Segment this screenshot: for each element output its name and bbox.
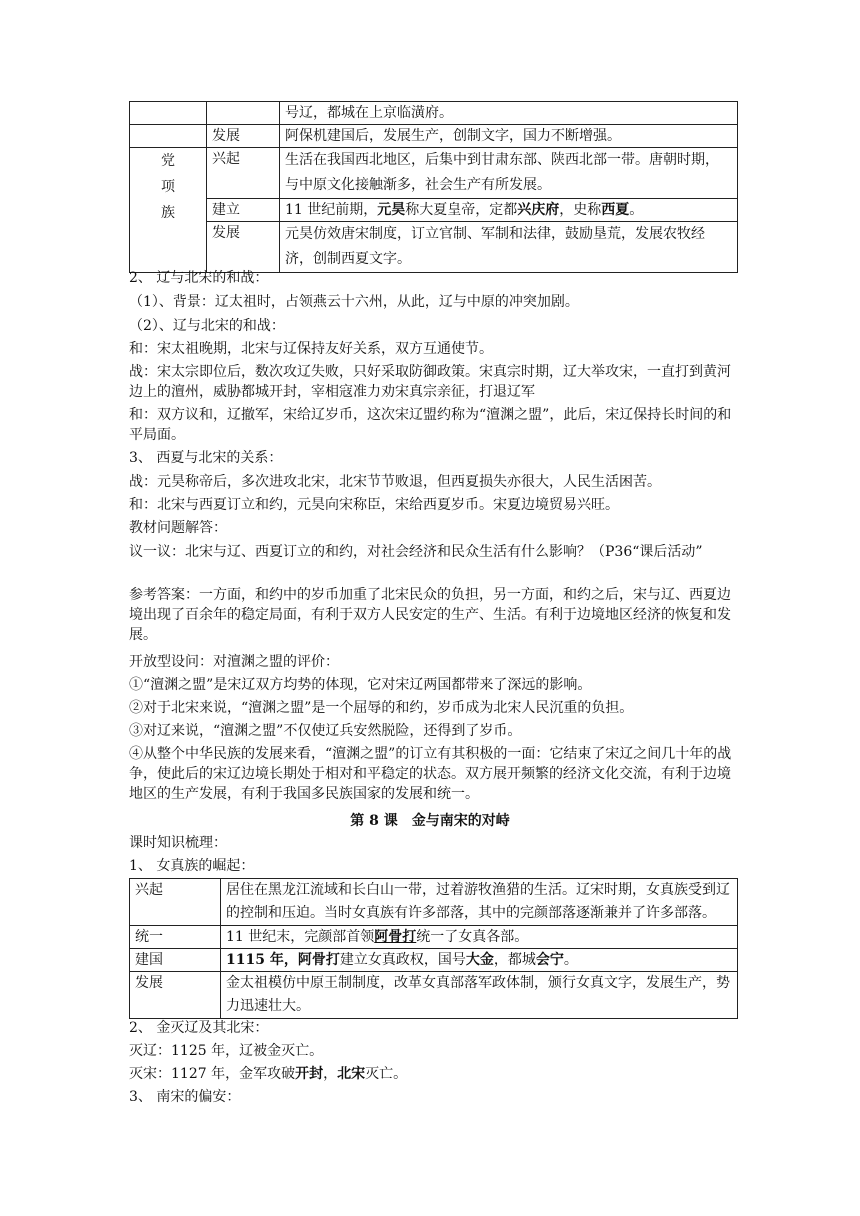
cell-text: 金太祖模仿中原王制制度，改革女真部落军政体制，颁行女真文字，发展生产，势力迅速壮大。 (221, 972, 738, 1019)
cell-text: 阿保机建国后，发展生产，创制文字，国力不断增强。 (280, 125, 738, 148)
lesson-title: 第 8 课 金与南宋的对峙 (350, 813, 510, 829)
cell-label: 兴起 (207, 148, 280, 199)
section-heading: 3、 南宋的偏安： (129, 1089, 241, 1105)
paragraph: 课时知识梳理： (129, 835, 227, 851)
section-heading: 2、 辽与北宋的和战： (129, 270, 269, 286)
table-row (130, 199, 738, 222)
table-row (130, 102, 738, 125)
paragraph: 议一议：北宋与辽、西夏订立的和约，对社会经济和民众生活有什么影响？（P36“课后活动” (129, 544, 703, 560)
cell-label: 统一 (130, 926, 221, 949)
cell-text: 11 世纪末，完颜部首领阿骨打统一了女真各部。 (221, 926, 738, 949)
table-jurchen (129, 878, 738, 1019)
paragraph: 和：双方议和，辽撤军，宋给辽岁币，这次宋辽盟约称为“澶渊之盟”，此后，宋辽保持长时间的和平局面。 (129, 407, 732, 443)
paragraph: 战：元昊称帝后，多次进攻北宋，北宋节节败退，但西夏损失亦很大，人民生活困苦。 (129, 474, 661, 490)
cell-text: 生活在我国西北地区，后集中到甘肃东部、陕西北部一带。唐朝时期，与中原文化接触渐多，社会生产有所发展。 (280, 148, 738, 199)
paragraph: 参考答案：一方面，和约中的岁币加重了北宋民众的负担，另一方面，和约之后，宋与辽、西夏边境出现了百余年的稳定局面，有利于双方人民安定的生产、生活。有利于边境地区经济的恢复和发展。 (129, 587, 731, 643)
paragraph: 灭辽：1125 年，辽被金灭亡。 (129, 1043, 324, 1059)
paragraph: 教材问题解答： (129, 520, 227, 536)
paragraph: 战：宋太宗即位后，数次攻辽失败，只好采取防御政策。宋真宗时期，辽大举攻宋，一直打到黄河边上的澶州，威胁都城开封，宰相寇准力劝宋真宗亲征，打退辽军 (129, 364, 731, 400)
paragraph: 开放型设问：对澶渊之盟的评价： (129, 654, 339, 670)
cell-label: 兴起 (130, 879, 221, 926)
cell-label: 建立 (207, 199, 280, 222)
cell-label: 建国 (130, 949, 221, 972)
paragraph: ②对于北宋来说，“澶渊之盟”是一个屈辱的和约，岁币成为北宋人民沉重的负担。 (129, 700, 634, 716)
paragraph: ①“澶渊之盟”是宋辽双方均势的体现，它对宋辽两国都带来了深远的影响。 (129, 677, 592, 693)
section-heading: 1、 女真族的崛起： (129, 858, 255, 874)
cell-label: 发展 (207, 222, 280, 273)
table-liao-xixia (129, 101, 738, 273)
paragraph: ④从整个中华民族的发展来看，“澶渊之盟”的订立有其积极的一面：它结束了宋辽之间几十年的战争，使此后的宋辽边境长期处于相对和平稳定的状态。双方展开频繁的经济文化交流，有利于边境地区的生产发展，有利于我国多民族国家的发展和统一。 (129, 746, 732, 802)
cell-text: 居住在黑龙江流域和长白山一带，过着游牧渔猎的生活。辽宋时期，女真族受到辽的控制和压迫。当时女真族有许多部落，其中的完颜部落逐渐兼并了许多部落。 (221, 879, 738, 926)
cell-text: 1115 年，阿骨打建立女真政权，国号大金，都城会宁。 (221, 949, 738, 972)
paragraph: （2）、辽与北宋的和战： (129, 318, 285, 334)
table-row (130, 879, 738, 926)
table-row (130, 926, 738, 949)
group-label-dangxiang: 党 项 族 (130, 148, 207, 273)
paragraph: 和：北宋与西夏订立和约，元昊向宋称臣，宋给西夏岁币。宋夏边境贸易兴旺。 (129, 497, 619, 513)
section-heading: 2、 金灭辽及其北宋： (129, 1020, 269, 1036)
cell-text: 号辽，都城在上京临潢府。 (280, 102, 738, 125)
table-row (130, 222, 738, 273)
table-row (130, 125, 738, 148)
paragraph: 灭宋：1127 年，金军攻破开封，北宋灭亡。 (129, 1066, 408, 1082)
section-heading: 3、 西夏与北宋的关系： (129, 450, 283, 466)
paragraph: 和：宋太祖晚期，北宋与辽保持友好关系，双方互通使节。 (129, 341, 493, 357)
cell-label: 发展 (207, 125, 280, 148)
paragraph: ③对辽来说，“澶渊之盟”不仅使辽兵安然脱险，还得到了岁币。 (129, 723, 522, 739)
cell-text: 11 世纪前期，元昊称大夏皇帝，定都兴庆府，史称西夏。 (280, 199, 738, 222)
table-row (130, 972, 738, 1019)
table-row (130, 949, 738, 972)
cell-label: 发展 (130, 972, 221, 1019)
cell-text: 元昊仿效唐宋制度，订立官制、军制和法律，鼓励垦荒，发展农牧经济，创制西夏文字。 (280, 222, 738, 273)
table-row (130, 148, 738, 199)
paragraph: （1）、背景：辽太祖时，占领燕云十六州，从此，辽与中原的冲突加剧。 (129, 294, 579, 310)
